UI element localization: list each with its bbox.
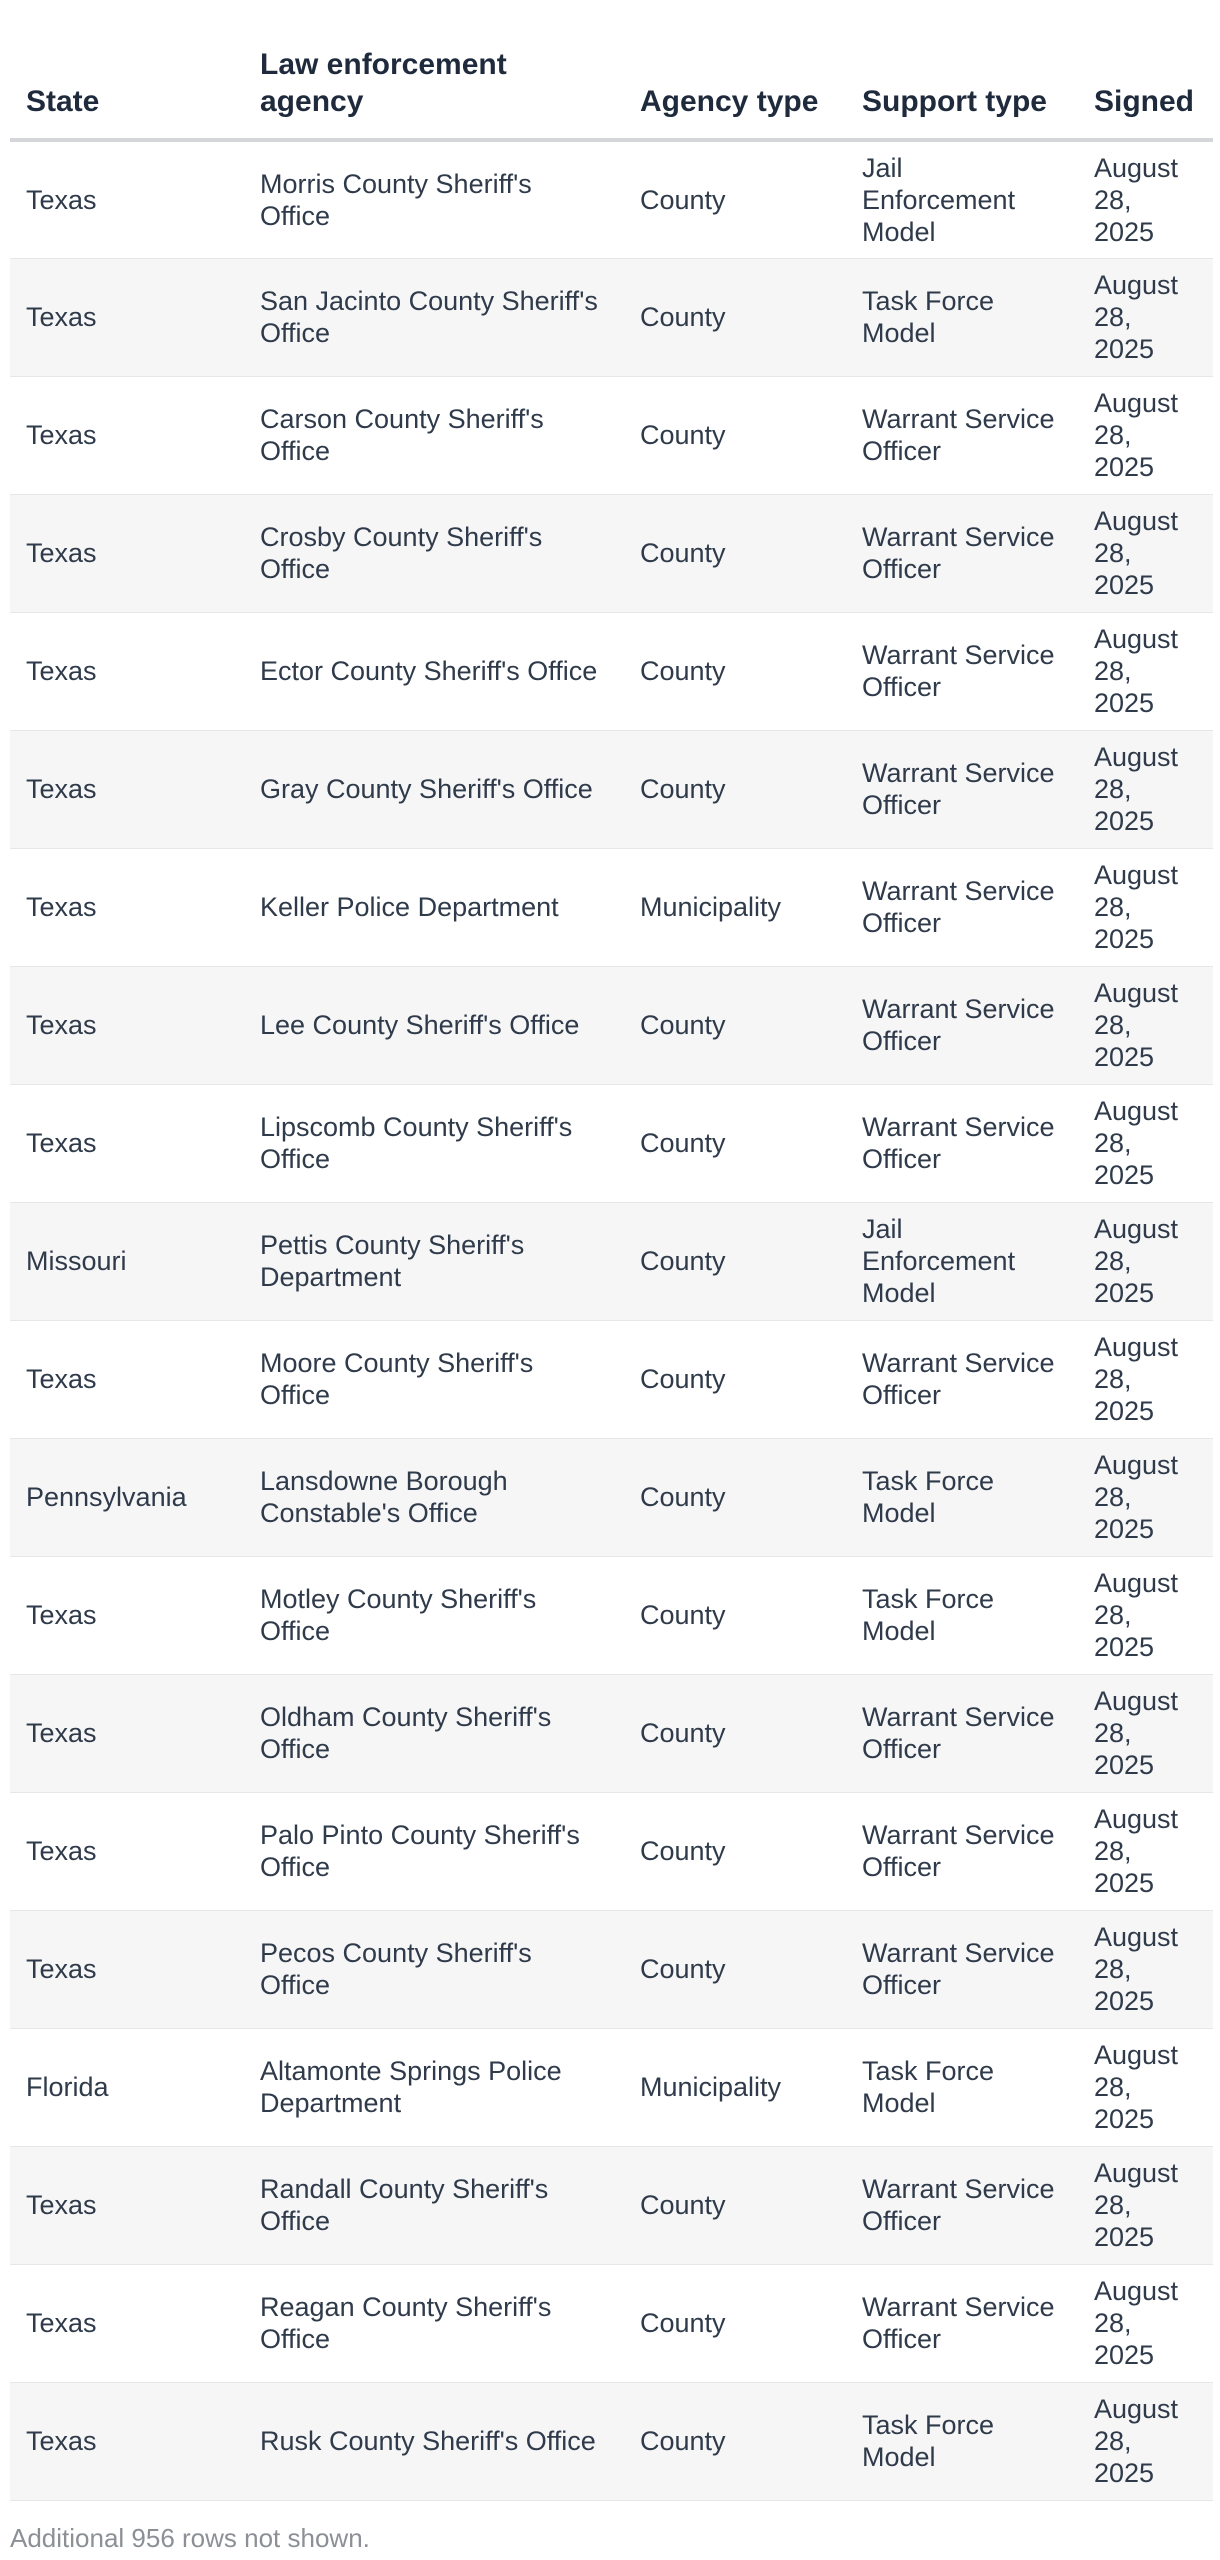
cell-agency: Crosby County Sheriff's Office (244, 494, 624, 612)
cell-signed: August 28, 2025 (1078, 730, 1213, 848)
table-row (10, 1320, 1213, 1438)
cell-agency-type: County (624, 1792, 846, 1910)
cell-support-type: Warrant Service Officer (846, 848, 1078, 966)
cell-agency: Moore County Sheriff's Office (244, 1320, 624, 1438)
table-row (10, 258, 1213, 376)
cell-signed: August 28, 2025 (1078, 140, 1213, 258)
table-row (10, 2146, 1213, 2264)
table-row (10, 1202, 1213, 1320)
table-row (10, 730, 1213, 848)
cell-agency: Randall County Sheriff's Office (244, 2146, 624, 2264)
cell-signed: August 28, 2025 (1078, 2382, 1213, 2500)
cell-agency-type: County (624, 1674, 846, 1792)
rows-not-shown-note: Additional 956 rows not shown. (10, 2523, 370, 2553)
cell-agency: Gray County Sheriff's Office (244, 730, 624, 848)
cell-signed: August 28, 2025 (1078, 966, 1213, 1084)
cell-agency: Oldham County Sheriff's Office (244, 1674, 624, 1792)
cell-signed: August 28, 2025 (1078, 1438, 1213, 1556)
table-row (10, 2382, 1213, 2500)
cell-state: Texas (10, 1910, 244, 2028)
cell-agency: Lansdowne Borough Constable's Office (244, 1438, 624, 1556)
cell-agency-type: County (624, 966, 846, 1084)
cell-agency-type: County (624, 2382, 846, 2500)
table-row (10, 612, 1213, 730)
cell-state: Texas (10, 2382, 244, 2500)
table-row (10, 140, 1213, 258)
cell-state: Texas (10, 966, 244, 1084)
cell-signed: August 28, 2025 (1078, 1556, 1213, 1674)
cell-agency: Altamonte Springs Police Department (244, 2028, 624, 2146)
cell-state: Missouri (10, 1202, 244, 1320)
table-row (10, 2028, 1213, 2146)
cell-support-type: Warrant Service Officer (846, 2146, 1078, 2264)
cell-state: Texas (10, 140, 244, 258)
cell-agency-type: County (624, 1438, 846, 1556)
cell-support-type: Warrant Service Officer (846, 1792, 1078, 1910)
cell-signed: August 28, 2025 (1078, 1792, 1213, 1910)
cell-agency-type: County (624, 376, 846, 494)
cell-support-type: Jail Enforcement Model (846, 140, 1078, 258)
table-row (10, 1792, 1213, 1910)
cell-state: Texas (10, 1084, 244, 1202)
cell-agency-type: County (624, 2146, 846, 2264)
cell-support-type: Task Force Model (846, 1438, 1078, 1556)
cell-agency-type: County (624, 612, 846, 730)
cell-support-type: Warrant Service Officer (846, 730, 1078, 848)
cell-state: Florida (10, 2028, 244, 2146)
cell-signed: August 28, 2025 (1078, 1910, 1213, 2028)
header-agency-type: Agency type (624, 34, 846, 140)
cell-agency: Ector County Sheriff's Office (244, 612, 624, 730)
table-row (10, 2264, 1213, 2382)
cell-state: Texas (10, 730, 244, 848)
cell-state: Texas (10, 1674, 244, 1792)
cell-signed: August 28, 2025 (1078, 2028, 1213, 2146)
header-signed: Signed (1078, 34, 1213, 140)
cell-state: Texas (10, 2146, 244, 2264)
cell-support-type: Task Force Model (846, 2028, 1078, 2146)
table-row (10, 1084, 1213, 1202)
cell-agency: Morris County Sheriff's Office (244, 140, 624, 258)
cell-support-type: Task Force Model (846, 258, 1078, 376)
cell-support-type: Warrant Service Officer (846, 1674, 1078, 1792)
cell-support-type: Warrant Service Officer (846, 376, 1078, 494)
cell-agency-type: County (624, 1202, 846, 1320)
header-agency: Law enforcement agency (244, 34, 624, 140)
cell-agency: Pecos County Sheriff's Office (244, 1910, 624, 2028)
cell-signed: August 28, 2025 (1078, 1674, 1213, 1792)
cell-agency: Carson County Sheriff's Office (244, 376, 624, 494)
table-row (10, 376, 1213, 494)
cell-support-type: Warrant Service Officer (846, 612, 1078, 730)
cell-signed: August 28, 2025 (1078, 1084, 1213, 1202)
cell-signed: August 28, 2025 (1078, 1320, 1213, 1438)
cell-support-type: Task Force Model (846, 2382, 1078, 2500)
cell-state: Texas (10, 494, 244, 612)
cell-state: Texas (10, 2264, 244, 2382)
data-table (10, 34, 1213, 2501)
cell-agency-type: Municipality (624, 848, 846, 966)
cell-state: Texas (10, 1556, 244, 1674)
cell-agency-type: County (624, 1556, 846, 1674)
cell-state: Texas (10, 376, 244, 494)
header-row (10, 34, 1213, 140)
cell-signed: August 28, 2025 (1078, 494, 1213, 612)
table-row (10, 494, 1213, 612)
table-row (10, 1674, 1213, 1792)
cell-signed: August 28, 2025 (1078, 1202, 1213, 1320)
table-row (10, 1438, 1213, 1556)
cell-agency: Reagan County Sheriff's Office (244, 2264, 624, 2382)
cell-support-type: Warrant Service Officer (846, 1320, 1078, 1438)
cell-support-type: Warrant Service Officer (846, 2264, 1078, 2382)
cell-signed: August 28, 2025 (1078, 612, 1213, 730)
table-row (10, 1556, 1213, 1674)
table-row (10, 848, 1213, 966)
cell-signed: August 28, 2025 (1078, 2264, 1213, 2382)
header-state: State (10, 34, 244, 140)
cell-agency: Lee County Sheriff's Office (244, 966, 624, 1084)
cell-agency: Motley County Sheriff's Office (244, 1556, 624, 1674)
cell-agency-type: County (624, 258, 846, 376)
cell-agency-type: County (624, 730, 846, 848)
cell-agency-type: County (624, 140, 846, 258)
cell-support-type: Warrant Service Officer (846, 1910, 1078, 2028)
cell-state: Texas (10, 1792, 244, 1910)
table-row (10, 1910, 1213, 2028)
cell-agency: Lipscomb County Sheriff's Office (244, 1084, 624, 1202)
cell-state: Texas (10, 1320, 244, 1438)
cell-agency-type: County (624, 494, 846, 612)
cell-support-type: Jail Enforcement Model (846, 1202, 1078, 1320)
cell-agency-type: Municipality (624, 2028, 846, 2146)
cell-signed: August 28, 2025 (1078, 258, 1213, 376)
cell-agency: San Jacinto County Sheriff's Office (244, 258, 624, 376)
cell-state: Texas (10, 848, 244, 966)
cell-signed: August 28, 2025 (1078, 2146, 1213, 2264)
cell-state: Texas (10, 258, 244, 376)
cell-agency: Keller Police Department (244, 848, 624, 966)
cell-agency-type: County (624, 1910, 846, 2028)
cell-signed: August 28, 2025 (1078, 376, 1213, 494)
table-row (10, 966, 1213, 1084)
cell-support-type: Task Force Model (846, 1556, 1078, 1674)
cell-support-type: Warrant Service Officer (846, 494, 1078, 612)
table-header (10, 34, 1213, 140)
header-support-type: Support type (846, 34, 1078, 140)
cell-support-type: Warrant Service Officer (846, 1084, 1078, 1202)
cell-signed: August 28, 2025 (1078, 848, 1213, 966)
cell-agency: Rusk County Sheriff's Office (244, 2382, 624, 2500)
cell-state: Pennsylvania (10, 1438, 244, 1556)
cell-agency-type: County (624, 2264, 846, 2382)
cell-agency-type: County (624, 1320, 846, 1438)
cell-agency-type: County (624, 1084, 846, 1202)
cell-support-type: Warrant Service Officer (846, 966, 1078, 1084)
table-body (10, 140, 1213, 2500)
cell-agency: Pettis County Sheriff's Department (244, 1202, 624, 1320)
cell-agency: Palo Pinto County Sheriff's Office (244, 1792, 624, 1910)
cell-state: Texas (10, 612, 244, 730)
